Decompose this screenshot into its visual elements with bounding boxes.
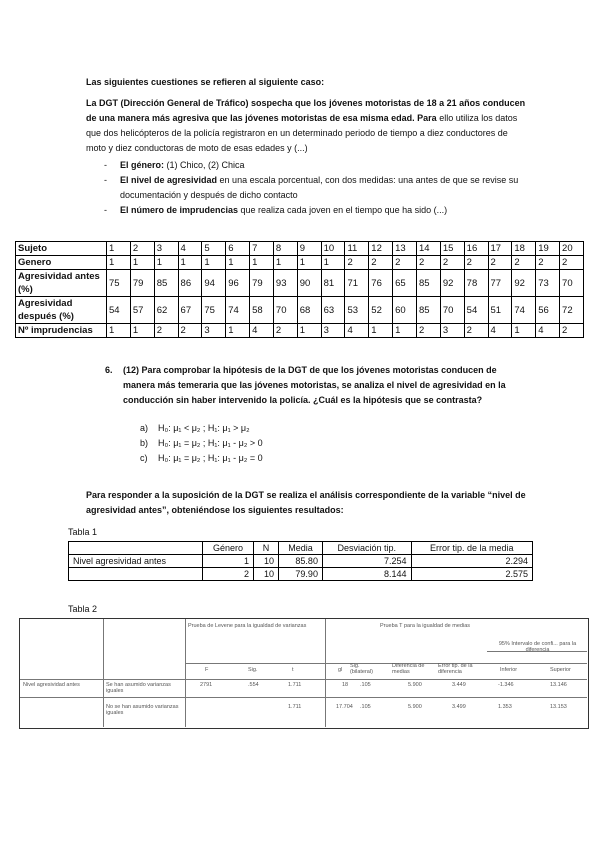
table-cell: 1: [393, 324, 417, 338]
cell: 5.900: [408, 704, 422, 710]
row-header: Sujeto: [16, 242, 107, 256]
table-cell: 8.144: [322, 568, 411, 581]
table-cell: 1: [512, 324, 536, 338]
row-header: Agresividad antes (%): [16, 270, 107, 297]
table-row: [69, 568, 533, 581]
table-cell: 70: [440, 297, 464, 324]
table-cell: 2: [536, 256, 560, 270]
table-cell: 2: [464, 256, 488, 270]
options-list: [140, 421, 263, 466]
row-header: Nº imprudencias: [16, 324, 107, 338]
case-description: [86, 96, 526, 156]
table-cell: 60: [393, 297, 417, 324]
data-table: [15, 241, 584, 338]
cell: 18: [342, 682, 349, 688]
table-cell: 4: [345, 324, 369, 338]
col-header: Inferior: [500, 667, 518, 673]
option-a: a) H₀: μ₁ < μ₂ ; H₁: μ₁ > μ₂: [140, 423, 250, 433]
table-row: [16, 256, 584, 270]
row1-label: Se han asumido varianzas iguales: [106, 682, 171, 694]
table-cell: 2: [202, 568, 253, 581]
column-header: Desviación tip.: [322, 542, 411, 555]
table-cell: 1: [107, 242, 131, 256]
question-text: (12) Para comprobar la hipótesis de la DGT de que los jóvenes motoristas conducen de manera más temeraria que las jóvenes motoristas, se analiza el nivel de agresividad en la conducción sin haber intervenido la policía. ¿Cuál es la hipótesis que se contrasta?: [123, 365, 506, 405]
case-bold: La DGT (Dirección General de Tráfico) sospecha que los jóvenes motoristas de 18 a 21 años conducen de una manera más agresiva que las jóvenes motoristas de esa misma edad. Para: [86, 98, 526, 123]
col-header: Superior: [550, 667, 571, 673]
table-cell: 1: [178, 256, 202, 270]
table-cell: 2.294: [411, 555, 532, 568]
table-row: [16, 297, 584, 324]
cell: 3.449: [452, 682, 466, 688]
table-cell: 70: [273, 297, 297, 324]
table-cell: 1: [369, 324, 393, 338]
table-cell: 51: [488, 297, 512, 324]
case-normal: ello utiliza los datos que dos helicópteros de la policía registraron en un determinado periodo de tiempo a diez conductores de moto y diez conductoras de moto de esas edades y (...): [86, 113, 518, 153]
table-cell: 2: [440, 256, 464, 270]
table-cell: 63: [321, 297, 345, 324]
list-item: - El nivel de agresividad en una escala porcentual, con dos medidas: una antes de que se revise su documentación y después de dicho contacto: [100, 173, 520, 203]
col-header: t: [292, 667, 294, 673]
table-cell: 1: [130, 256, 154, 270]
table-cell: 4: [536, 324, 560, 338]
row-header: Genero: [16, 256, 107, 270]
analysis-intro: Para responder a la suposición de la DGT se realiza el análisis correspondiente de la variable “nivel de agresividad antes”, obteniéndose los siguientes resultados:: [86, 490, 526, 515]
table-row: [16, 270, 584, 297]
table-cell: 1: [154, 256, 178, 270]
table-cell: 2: [178, 324, 202, 338]
cell: 5.900: [408, 682, 422, 688]
table-cell: 10: [321, 242, 345, 256]
table-cell: 2: [273, 324, 297, 338]
table-cell: 1: [202, 256, 226, 270]
tabla1-label: Tabla 1: [68, 527, 98, 537]
table-cell: 58: [250, 297, 274, 324]
table-cell: 19: [536, 242, 560, 256]
intro-text: Las siguientes cuestiones se refieren al siguiente caso:: [86, 77, 325, 87]
cell: 17.704: [336, 704, 353, 710]
option-b: b) H₀: μ₁ = μ₂ ; H₁: μ₁ - μ₂ > 0: [140, 438, 263, 448]
list-item: - El número de imprudencias que realiza cada joven en el tiempo que ha sido (...): [100, 203, 520, 218]
table-cell: 53: [345, 297, 369, 324]
list-item: - El género: (1) Chico, (2) Chica: [100, 158, 520, 173]
table-cell: 85.80: [279, 555, 323, 568]
table-cell: 20: [560, 242, 584, 256]
table-cell: 75: [202, 297, 226, 324]
table-cell: 86: [178, 270, 202, 297]
table-cell: 4: [178, 242, 202, 256]
table-cell: 52: [369, 297, 393, 324]
cell: 3.499: [452, 704, 466, 710]
table-cell: 4: [250, 324, 274, 338]
col-header: Diferencia de medias: [392, 663, 425, 675]
table-cell: 8: [273, 242, 297, 256]
table-cell: 12: [369, 242, 393, 256]
tabla2: [19, 618, 589, 729]
cell: .554: [248, 682, 259, 688]
table-cell: 2: [154, 324, 178, 338]
table-cell: 74: [512, 297, 536, 324]
table-cell: 10: [254, 555, 279, 568]
table-cell: 11: [345, 242, 369, 256]
table-cell: 54: [107, 297, 131, 324]
tabla2-label: Tabla 2: [68, 604, 98, 614]
table-cell: 76: [369, 270, 393, 297]
table-cell: 92: [512, 270, 536, 297]
table-cell: 85: [416, 270, 440, 297]
table-cell: 65: [393, 270, 417, 297]
table-cell: 1: [250, 256, 274, 270]
table-cell: 2: [416, 256, 440, 270]
cell: 1.711: [288, 704, 302, 710]
cell: .105: [360, 704, 371, 710]
table-cell: 79.90: [279, 568, 323, 581]
cell: 13.146: [550, 682, 567, 688]
table-cell: 2: [560, 324, 584, 338]
ci-header: 95% Intervalo de confi... para la diferencia: [498, 641, 577, 653]
table-cell: 1: [297, 324, 321, 338]
table-cell: 57: [130, 297, 154, 324]
table-cell: 2: [416, 324, 440, 338]
row2-label: No se han asumido varianzas iguales: [106, 704, 179, 716]
table-cell: 2: [130, 242, 154, 256]
table-cell: 77: [488, 270, 512, 297]
table-cell: 3: [440, 324, 464, 338]
col-header: F: [205, 667, 209, 673]
table-cell: 4: [488, 324, 512, 338]
table-cell: 62: [154, 297, 178, 324]
row-header: Agresividad después (%): [16, 297, 107, 324]
table-cell: 92: [440, 270, 464, 297]
table-cell: 90: [297, 270, 321, 297]
table-cell: 1: [297, 256, 321, 270]
table-cell: 2: [464, 324, 488, 338]
table-cell: 1: [130, 324, 154, 338]
table-cell: 85: [154, 270, 178, 297]
table-cell: 1: [226, 256, 250, 270]
table-cell: 56: [536, 297, 560, 324]
table-row: [16, 242, 584, 256]
row-label: Nivel agresividad antes: [23, 682, 80, 688]
table-cell: 71: [345, 270, 369, 297]
table-cell: 3: [321, 324, 345, 338]
table-cell: 1: [202, 555, 253, 568]
table-cell: 2.575: [411, 568, 532, 581]
col-header: gl: [338, 667, 343, 673]
table-cell: 3: [154, 242, 178, 256]
table-cell: 15: [440, 242, 464, 256]
table-cell: 2: [512, 256, 536, 270]
column-header: Error tip. de la media: [411, 542, 532, 555]
table-cell: 73: [536, 270, 560, 297]
table-cell: 85: [416, 297, 440, 324]
levene-header: Prueba de Levene para la igualdad de varianzas: [188, 623, 307, 629]
table-cell: 2: [393, 256, 417, 270]
table-cell: 79: [250, 270, 274, 297]
table-cell: 3: [202, 324, 226, 338]
col-header: Sig.: [248, 667, 258, 673]
table-cell: 67: [178, 297, 202, 324]
table-cell: 94: [202, 270, 226, 297]
cell: 1.711: [288, 682, 302, 688]
table-cell: 7.254: [322, 555, 411, 568]
option-c: c) H₀: μ₁ = μ₂ ; H₁: μ₁ - μ₂ = 0: [140, 453, 263, 463]
variables-list: [100, 158, 520, 218]
table-cell: 68: [297, 297, 321, 324]
table-cell: 1: [273, 256, 297, 270]
table-cell: 18: [512, 242, 536, 256]
cell: .105: [360, 682, 371, 688]
table-cell: 6: [226, 242, 250, 256]
table-cell: [69, 568, 203, 581]
table-cell: 78: [464, 270, 488, 297]
table-cell: 54: [464, 297, 488, 324]
column-header: Media: [279, 542, 323, 555]
table-cell: 13: [393, 242, 417, 256]
table-cell: 75: [107, 270, 131, 297]
table-cell: 96: [226, 270, 250, 297]
table-cell: 1: [107, 256, 131, 270]
table-cell: 2: [345, 256, 369, 270]
col-header: Error tip. de la diferencia: [438, 663, 473, 675]
table-cell: 93: [273, 270, 297, 297]
table-cell: 5: [202, 242, 226, 256]
ttest-header: Prueba T para la igualdad de medias: [380, 623, 470, 629]
table-cell: 9: [297, 242, 321, 256]
table-cell: Nivel agresividad antes: [69, 555, 203, 568]
col-header: Sig. (bilateral): [350, 663, 373, 675]
question-number: 6.: [105, 365, 113, 375]
table-cell: 1: [226, 324, 250, 338]
cell: -1.346: [498, 682, 514, 688]
table-cell: 14: [416, 242, 440, 256]
cell: 2791: [200, 682, 213, 688]
table-cell: 72: [560, 297, 584, 324]
table-cell: 2: [369, 256, 393, 270]
column-header: [69, 542, 203, 555]
table-cell: 2: [560, 256, 584, 270]
table-cell: 1: [107, 324, 131, 338]
cell: 1.353: [498, 704, 512, 710]
table-cell: 70: [560, 270, 584, 297]
table-cell: 2: [488, 256, 512, 270]
cell: 13.153: [550, 704, 567, 710]
table-row: [16, 324, 584, 338]
table-cell: 16: [464, 242, 488, 256]
column-header: N: [254, 542, 279, 555]
table-cell: 1: [321, 256, 345, 270]
tabla1: [68, 541, 533, 581]
column-header: Género: [202, 542, 253, 555]
table-cell: 10: [254, 568, 279, 581]
table-cell: 81: [321, 270, 345, 297]
table-row: [69, 555, 533, 568]
table-cell: 17: [488, 242, 512, 256]
table-cell: 79: [130, 270, 154, 297]
table-cell: 74: [226, 297, 250, 324]
table-cell: 7: [250, 242, 274, 256]
